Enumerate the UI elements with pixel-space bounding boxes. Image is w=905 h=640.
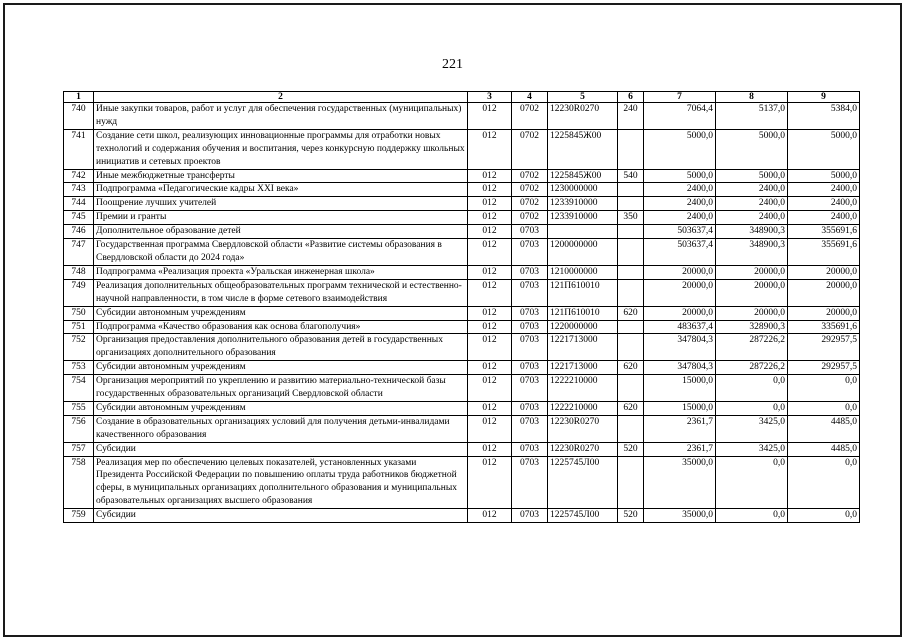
column-header: 1	[64, 92, 94, 103]
admin-code-cell: 012	[468, 401, 512, 415]
row-number-cell: 747	[64, 239, 94, 266]
expense-type-cell	[618, 265, 644, 279]
target-article-cell: 12230R0270	[548, 442, 618, 456]
amount-year2-cell: 328900,3	[716, 320, 788, 334]
section-code-cell: 0702	[512, 183, 548, 197]
amount-year2-cell: 20000,0	[716, 265, 788, 279]
expense-type-cell	[618, 320, 644, 334]
table-row	[64, 375, 860, 402]
column-header: 9	[788, 92, 860, 103]
table-row	[64, 320, 860, 334]
column-header: 6	[618, 92, 644, 103]
amount-year1-cell: 2361,7	[644, 415, 716, 442]
target-article-cell: 1221713000	[548, 334, 618, 361]
section-code-cell: 0703	[512, 306, 548, 320]
amount-year3-cell: 4485,0	[788, 415, 860, 442]
row-number-cell: 757	[64, 442, 94, 456]
expense-type-cell	[618, 183, 644, 197]
table-row	[64, 197, 860, 211]
amount-year1-cell: 20000,0	[644, 265, 716, 279]
item-name-cell: Реализация дополнительных общеобразовательных программ технической и естественно-научной направленности, в том числе в форме сетевого взаимодействия	[94, 279, 468, 306]
item-name-cell: Организация предоставления дополнительного образования детей в государственных организациях дополнительного образования	[94, 334, 468, 361]
expense-type-cell: 240	[618, 103, 644, 130]
row-number-cell: 743	[64, 183, 94, 197]
target-article-cell: 1233910000	[548, 197, 618, 211]
row-number-cell: 751	[64, 320, 94, 334]
amount-year3-cell: 5000,0	[788, 169, 860, 183]
expense-type-cell	[618, 456, 644, 509]
amount-year2-cell: 2400,0	[716, 183, 788, 197]
section-code-cell: 0703	[512, 442, 548, 456]
section-code-cell: 0703	[512, 320, 548, 334]
row-number-cell: 749	[64, 279, 94, 306]
amount-year1-cell: 347804,3	[644, 334, 716, 361]
amount-year1-cell: 15000,0	[644, 375, 716, 402]
budget-table	[63, 91, 860, 523]
section-code-cell: 0703	[512, 279, 548, 306]
section-code-cell: 0702	[512, 211, 548, 225]
target-article-cell: 1233910000	[548, 211, 618, 225]
table-row	[64, 103, 860, 130]
amount-year2-cell: 287226,2	[716, 361, 788, 375]
amount-year3-cell: 20000,0	[788, 279, 860, 306]
row-number-cell: 746	[64, 225, 94, 239]
item-name-cell: Субсидии автономным учреждениям	[94, 306, 468, 320]
row-number-cell: 748	[64, 265, 94, 279]
admin-code-cell: 012	[468, 239, 512, 266]
row-number-cell: 758	[64, 456, 94, 509]
target-article-cell: 1225745Л00	[548, 509, 618, 523]
table-row	[64, 169, 860, 183]
target-article-cell: 12230R0270	[548, 415, 618, 442]
amount-year3-cell: 5384,0	[788, 103, 860, 130]
table-row	[64, 442, 860, 456]
table-row	[64, 183, 860, 197]
table-row	[64, 509, 860, 523]
amount-year1-cell: 5000,0	[644, 169, 716, 183]
expense-type-cell: 620	[618, 361, 644, 375]
table-row	[64, 225, 860, 239]
amount-year3-cell: 20000,0	[788, 306, 860, 320]
amount-year2-cell: 287226,2	[716, 334, 788, 361]
amount-year3-cell: 0,0	[788, 509, 860, 523]
amount-year1-cell: 2400,0	[644, 197, 716, 211]
amount-year1-cell: 5000,0	[644, 129, 716, 169]
section-code-cell: 0702	[512, 103, 548, 130]
amount-year1-cell: 15000,0	[644, 401, 716, 415]
amount-year3-cell: 2400,0	[788, 197, 860, 211]
expense-type-cell	[618, 129, 644, 169]
expense-type-cell	[618, 334, 644, 361]
target-article-cell	[548, 225, 618, 239]
row-number-cell: 750	[64, 306, 94, 320]
table-row	[64, 306, 860, 320]
amount-year2-cell: 3425,0	[716, 415, 788, 442]
expense-type-cell	[618, 197, 644, 211]
target-article-cell: 1220000000	[548, 320, 618, 334]
expense-type-cell	[618, 239, 644, 266]
expense-type-cell	[618, 415, 644, 442]
target-article-cell: 1221713000	[548, 361, 618, 375]
admin-code-cell: 012	[468, 361, 512, 375]
section-code-cell: 0703	[512, 239, 548, 266]
item-name-cell: Премии и гранты	[94, 211, 468, 225]
amount-year2-cell: 20000,0	[716, 306, 788, 320]
item-name-cell: Субсидии автономным учреждениям	[94, 361, 468, 375]
admin-code-cell: 012	[468, 334, 512, 361]
table-row	[64, 239, 860, 266]
amount-year1-cell: 20000,0	[644, 279, 716, 306]
target-article-cell: 121П610010	[548, 279, 618, 306]
admin-code-cell: 012	[468, 320, 512, 334]
table-row	[64, 211, 860, 225]
section-code-cell: 0703	[512, 401, 548, 415]
item-name-cell: Реализация мер по обеспечению целевых показателей, установленных указами Президента Российской Федерации по повышению оплаты труда работников бюджетной сферы, в муниципальных организациях дополнительного образования и муниципальных образовательных организациях высшего образования	[94, 456, 468, 509]
item-name-cell: Субсидии	[94, 442, 468, 456]
amount-year3-cell: 0,0	[788, 401, 860, 415]
expense-type-cell: 540	[618, 169, 644, 183]
amount-year1-cell: 20000,0	[644, 306, 716, 320]
admin-code-cell: 012	[468, 415, 512, 442]
section-code-cell: 0703	[512, 509, 548, 523]
section-code-cell: 0703	[512, 415, 548, 442]
amount-year2-cell: 2400,0	[716, 211, 788, 225]
amount-year3-cell: 0,0	[788, 375, 860, 402]
amount-year2-cell: 2400,0	[716, 197, 788, 211]
item-name-cell: Государственная программа Свердловской области «Развитие системы образования в Свердловской области до 2024 года»	[94, 239, 468, 266]
amount-year2-cell: 5000,0	[716, 169, 788, 183]
expense-type-cell	[618, 279, 644, 306]
amount-year2-cell: 0,0	[716, 456, 788, 509]
row-number-cell: 745	[64, 211, 94, 225]
amount-year2-cell: 0,0	[716, 401, 788, 415]
row-number-cell: 759	[64, 509, 94, 523]
section-code-cell: 0703	[512, 265, 548, 279]
table-row	[64, 401, 860, 415]
amount-year1-cell: 2400,0	[644, 183, 716, 197]
expense-type-cell	[618, 225, 644, 239]
amount-year1-cell: 2361,7	[644, 442, 716, 456]
table-row	[64, 334, 860, 361]
item-name-cell: Дополнительное образование детей	[94, 225, 468, 239]
section-code-cell: 0702	[512, 129, 548, 169]
amount-year1-cell: 35000,0	[644, 509, 716, 523]
target-article-cell: 121П610010	[548, 306, 618, 320]
target-article-cell: 1230000000	[548, 183, 618, 197]
amount-year3-cell: 292957,5	[788, 361, 860, 375]
amount-year3-cell: 355691,6	[788, 239, 860, 266]
admin-code-cell: 012	[468, 225, 512, 239]
admin-code-cell: 012	[468, 183, 512, 197]
admin-code-cell: 012	[468, 129, 512, 169]
item-name-cell: Субсидии	[94, 509, 468, 523]
table-row	[64, 129, 860, 169]
target-article-cell: 1200000000	[548, 239, 618, 266]
row-number-cell: 756	[64, 415, 94, 442]
admin-code-cell: 012	[468, 169, 512, 183]
table-row	[64, 456, 860, 509]
amount-year1-cell: 503637,4	[644, 225, 716, 239]
amount-year2-cell: 348900,3	[716, 225, 788, 239]
target-article-cell: 1222210000	[548, 401, 618, 415]
amount-year2-cell: 5137,0	[716, 103, 788, 130]
amount-year3-cell: 5000,0	[788, 129, 860, 169]
amount-year1-cell: 483637,4	[644, 320, 716, 334]
target-article-cell: 1225845Ж00	[548, 169, 618, 183]
amount-year2-cell: 348900,3	[716, 239, 788, 266]
target-article-cell: 1225845Ж00	[548, 129, 618, 169]
item-name-cell: Иные закупки товаров, работ и услуг для обеспечения государственных (муниципальных) нужд	[94, 103, 468, 130]
expense-type-cell: 620	[618, 306, 644, 320]
amount-year3-cell: 2400,0	[788, 183, 860, 197]
admin-code-cell: 012	[468, 456, 512, 509]
section-code-cell: 0702	[512, 197, 548, 211]
item-name-cell: Субсидии автономным учреждениям	[94, 401, 468, 415]
column-header: 3	[468, 92, 512, 103]
section-code-cell: 0703	[512, 375, 548, 402]
expense-type-cell: 520	[618, 442, 644, 456]
admin-code-cell: 012	[468, 279, 512, 306]
column-header: 2	[94, 92, 468, 103]
item-name-cell: Иные межбюджетные трансферты	[94, 169, 468, 183]
expense-type-cell: 350	[618, 211, 644, 225]
expense-type-cell: 520	[618, 509, 644, 523]
admin-code-cell: 012	[468, 375, 512, 402]
table-row	[64, 415, 860, 442]
admin-code-cell: 012	[468, 265, 512, 279]
item-name-cell: Организация мероприятий по укреплению и развитию материально-технической базы государственных образовательных организаций Свердловской области	[94, 375, 468, 402]
item-name-cell: Поощрение лучших учителей	[94, 197, 468, 211]
admin-code-cell: 012	[468, 197, 512, 211]
section-code-cell: 0703	[512, 334, 548, 361]
amount-year1-cell: 35000,0	[644, 456, 716, 509]
amount-year1-cell: 7064,4	[644, 103, 716, 130]
column-header: 4	[512, 92, 548, 103]
row-number-cell: 754	[64, 375, 94, 402]
section-code-cell: 0703	[512, 456, 548, 509]
item-name-cell: Подпрограмма «Педагогические кадры XXI века»	[94, 183, 468, 197]
amount-year3-cell: 2400,0	[788, 211, 860, 225]
section-code-cell: 0703	[512, 225, 548, 239]
column-header: 7	[644, 92, 716, 103]
admin-code-cell: 012	[468, 509, 512, 523]
row-number-cell: 755	[64, 401, 94, 415]
amount-year1-cell: 503637,4	[644, 239, 716, 266]
target-article-cell: 1210000000	[548, 265, 618, 279]
table-header-row	[64, 92, 860, 103]
amount-year1-cell: 347804,3	[644, 361, 716, 375]
amount-year3-cell: 335691,6	[788, 320, 860, 334]
row-number-cell: 740	[64, 103, 94, 130]
row-number-cell: 752	[64, 334, 94, 361]
table-row	[64, 279, 860, 306]
admin-code-cell: 012	[468, 211, 512, 225]
target-article-cell: 1225745Л00	[548, 456, 618, 509]
amount-year1-cell: 2400,0	[644, 211, 716, 225]
expense-type-cell	[618, 375, 644, 402]
amount-year2-cell: 5000,0	[716, 129, 788, 169]
section-code-cell: 0702	[512, 169, 548, 183]
expense-type-cell: 620	[618, 401, 644, 415]
admin-code-cell: 012	[468, 306, 512, 320]
item-name-cell: Создание сети школ, реализующих инновационные программы для отработки новых технологий и содержания обучения и воспитания, через конкурсную поддержку школьных инициатив и сетевых проектов	[94, 129, 468, 169]
item-name-cell: Подпрограмма «Качество образования как основа благополучия»	[94, 320, 468, 334]
column-header: 8	[716, 92, 788, 103]
row-number-cell: 744	[64, 197, 94, 211]
section-code-cell: 0703	[512, 361, 548, 375]
table-row	[64, 361, 860, 375]
table-row	[64, 265, 860, 279]
amount-year3-cell: 0,0	[788, 456, 860, 509]
target-article-cell: 1222210000	[548, 375, 618, 402]
amount-year2-cell: 0,0	[716, 375, 788, 402]
item-name-cell: Подпрограмма «Реализация проекта «Уральская инженерная школа»	[94, 265, 468, 279]
amount-year2-cell: 20000,0	[716, 279, 788, 306]
amount-year3-cell: 292957,5	[788, 334, 860, 361]
admin-code-cell: 012	[468, 103, 512, 130]
column-header: 5	[548, 92, 618, 103]
row-number-cell: 753	[64, 361, 94, 375]
row-number-cell: 742	[64, 169, 94, 183]
amount-year3-cell: 20000,0	[788, 265, 860, 279]
amount-year3-cell: 4485,0	[788, 442, 860, 456]
amount-year2-cell: 3425,0	[716, 442, 788, 456]
page-number: 221	[442, 57, 463, 72]
amount-year3-cell: 355691,6	[788, 225, 860, 239]
item-name-cell: Создание в образовательных организациях условий для получения детьми-инвалидами качественного образования	[94, 415, 468, 442]
amount-year2-cell: 0,0	[716, 509, 788, 523]
row-number-cell: 741	[64, 129, 94, 169]
target-article-cell: 12230R0270	[548, 103, 618, 130]
admin-code-cell: 012	[468, 442, 512, 456]
